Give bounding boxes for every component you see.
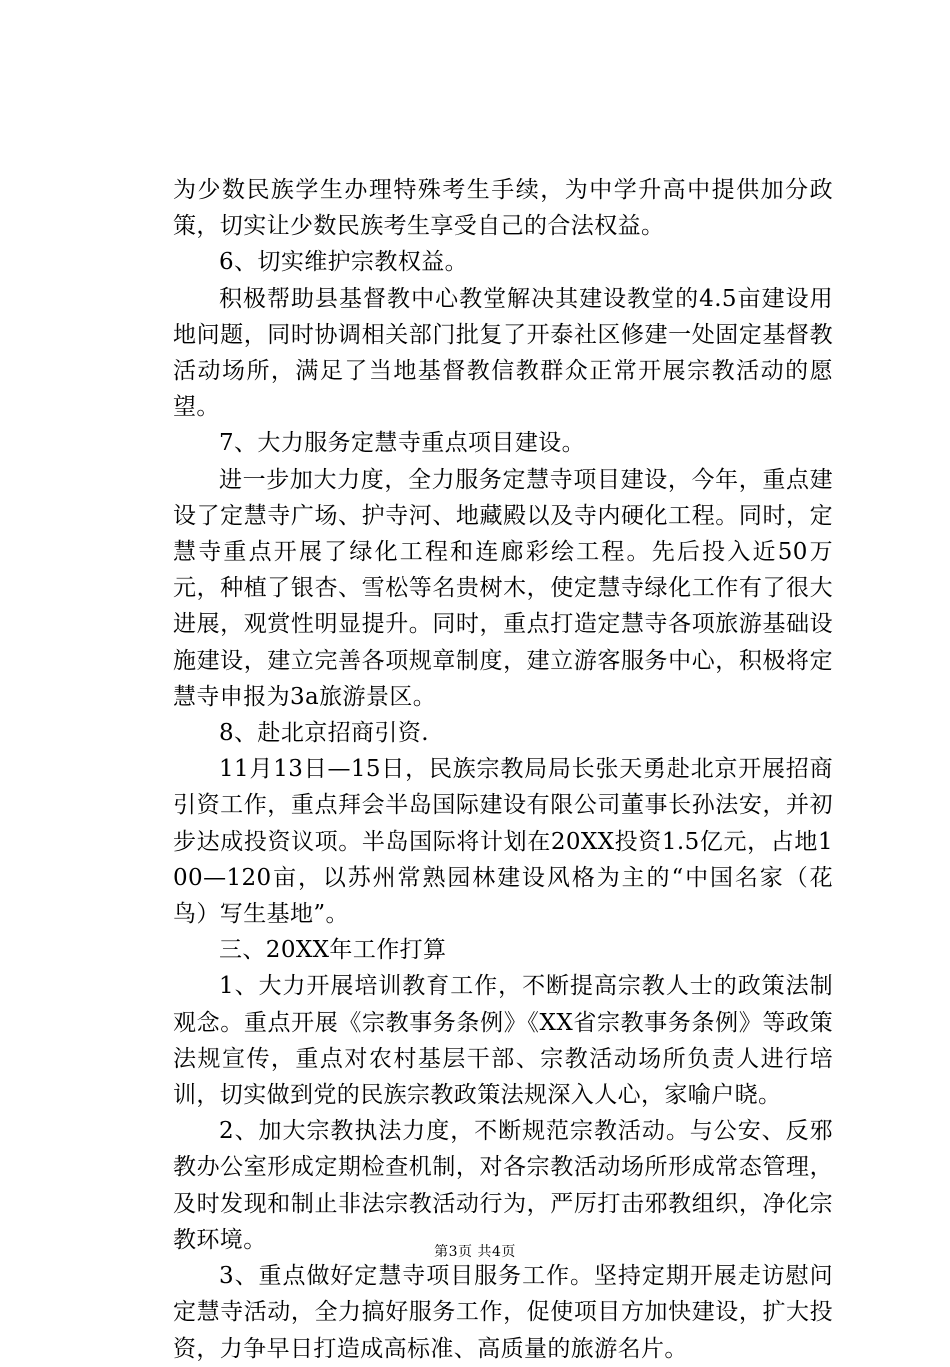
heading-item-6: 6、切实维护宗教权益。: [219, 249, 469, 276]
page-number-footer: 第3页 共4页: [434, 1244, 516, 1260]
heading-item-8: 8、赴北京招商引资.: [219, 720, 429, 747]
paragraph-item-6: 积极帮助县基督教中心教堂解决其建设教堂的4.5亩建设用地问题，同时协调相关部门批复了开泰社区修建一处固定基督教活动场所，满足了当地基督教信教群众正常开展宗教活动的愿望。: [173, 285, 833, 421]
paragraph-plan-1: 1、大力开展培训教育工作，不断提高宗教人士的政策法制观念。重点开展《宗教事务条例》《XX省宗教事务条例》等政策法规宣传，重点对农村基层干部、宗教活动场所负责人进行培训，切实做到党的民族宗教政策法规深入人心，家喻户晓。: [173, 973, 833, 1109]
section-heading-plan: 三、20XX年工作打算: [219, 937, 447, 964]
document-body: [173, 172, 833, 1367]
paragraph-plan-3: 3、重点做好定慧寺项目服务工作。坚持定期开展走访慰问定慧寺活动，全力搞好服务工作，促使项目方加快建设，扩大投资，力争早日打造成高标准、高质量的旅游名片。: [173, 1263, 833, 1362]
paragraph-continuation: 为少数民族学生办理特殊考生手续，为中学升高中提供加分政策，切实让少数民族考生享受自己的合法权益。: [173, 177, 833, 240]
paragraph-item-7: 进一步加大力度，全力服务定慧寺项目建设，今年，重点建设了定慧寺广场、护寺河、地藏殿以及寺内硬化工程。同时，定慧寺重点开展了绿化工程和连廊彩绘工程。先后投入近50万元，种植了银杏、雪松等名贵树木，使定慧寺绿化工作有了很大进展，观赏性明显提升。同时，重点打造定慧寺各项旅游基础设施建设，建立完善各项规章制度，建立游客服务中心，积极将定慧寺申报为3a旅游景区。: [173, 466, 833, 710]
heading-item-7: 7、大力服务定慧寺重点项目建设。: [219, 430, 586, 457]
paragraph-item-8: 11月13日—15日，民族宗教局局长张天勇赴北京开展招商引资工作，重点拜会半岛国际建设有限公司董事长孙法安，并初步达成投资议项。半岛国际将计划在20XX投资1.5亿元，占地100—120亩，以苏州常熟园林建设风格为主的“中国名家（花鸟）写生基地”。: [173, 756, 833, 928]
paragraph-plan-2: 2、加大宗教执法力度，不断规范宗教活动。与公安、反邪教办公室形成定期检查机制，对各宗教活动场所形成常态管理，及时发现和制止非法宗教活动行为，严厉打击邪教组织，净化宗教环境。: [173, 1118, 833, 1253]
